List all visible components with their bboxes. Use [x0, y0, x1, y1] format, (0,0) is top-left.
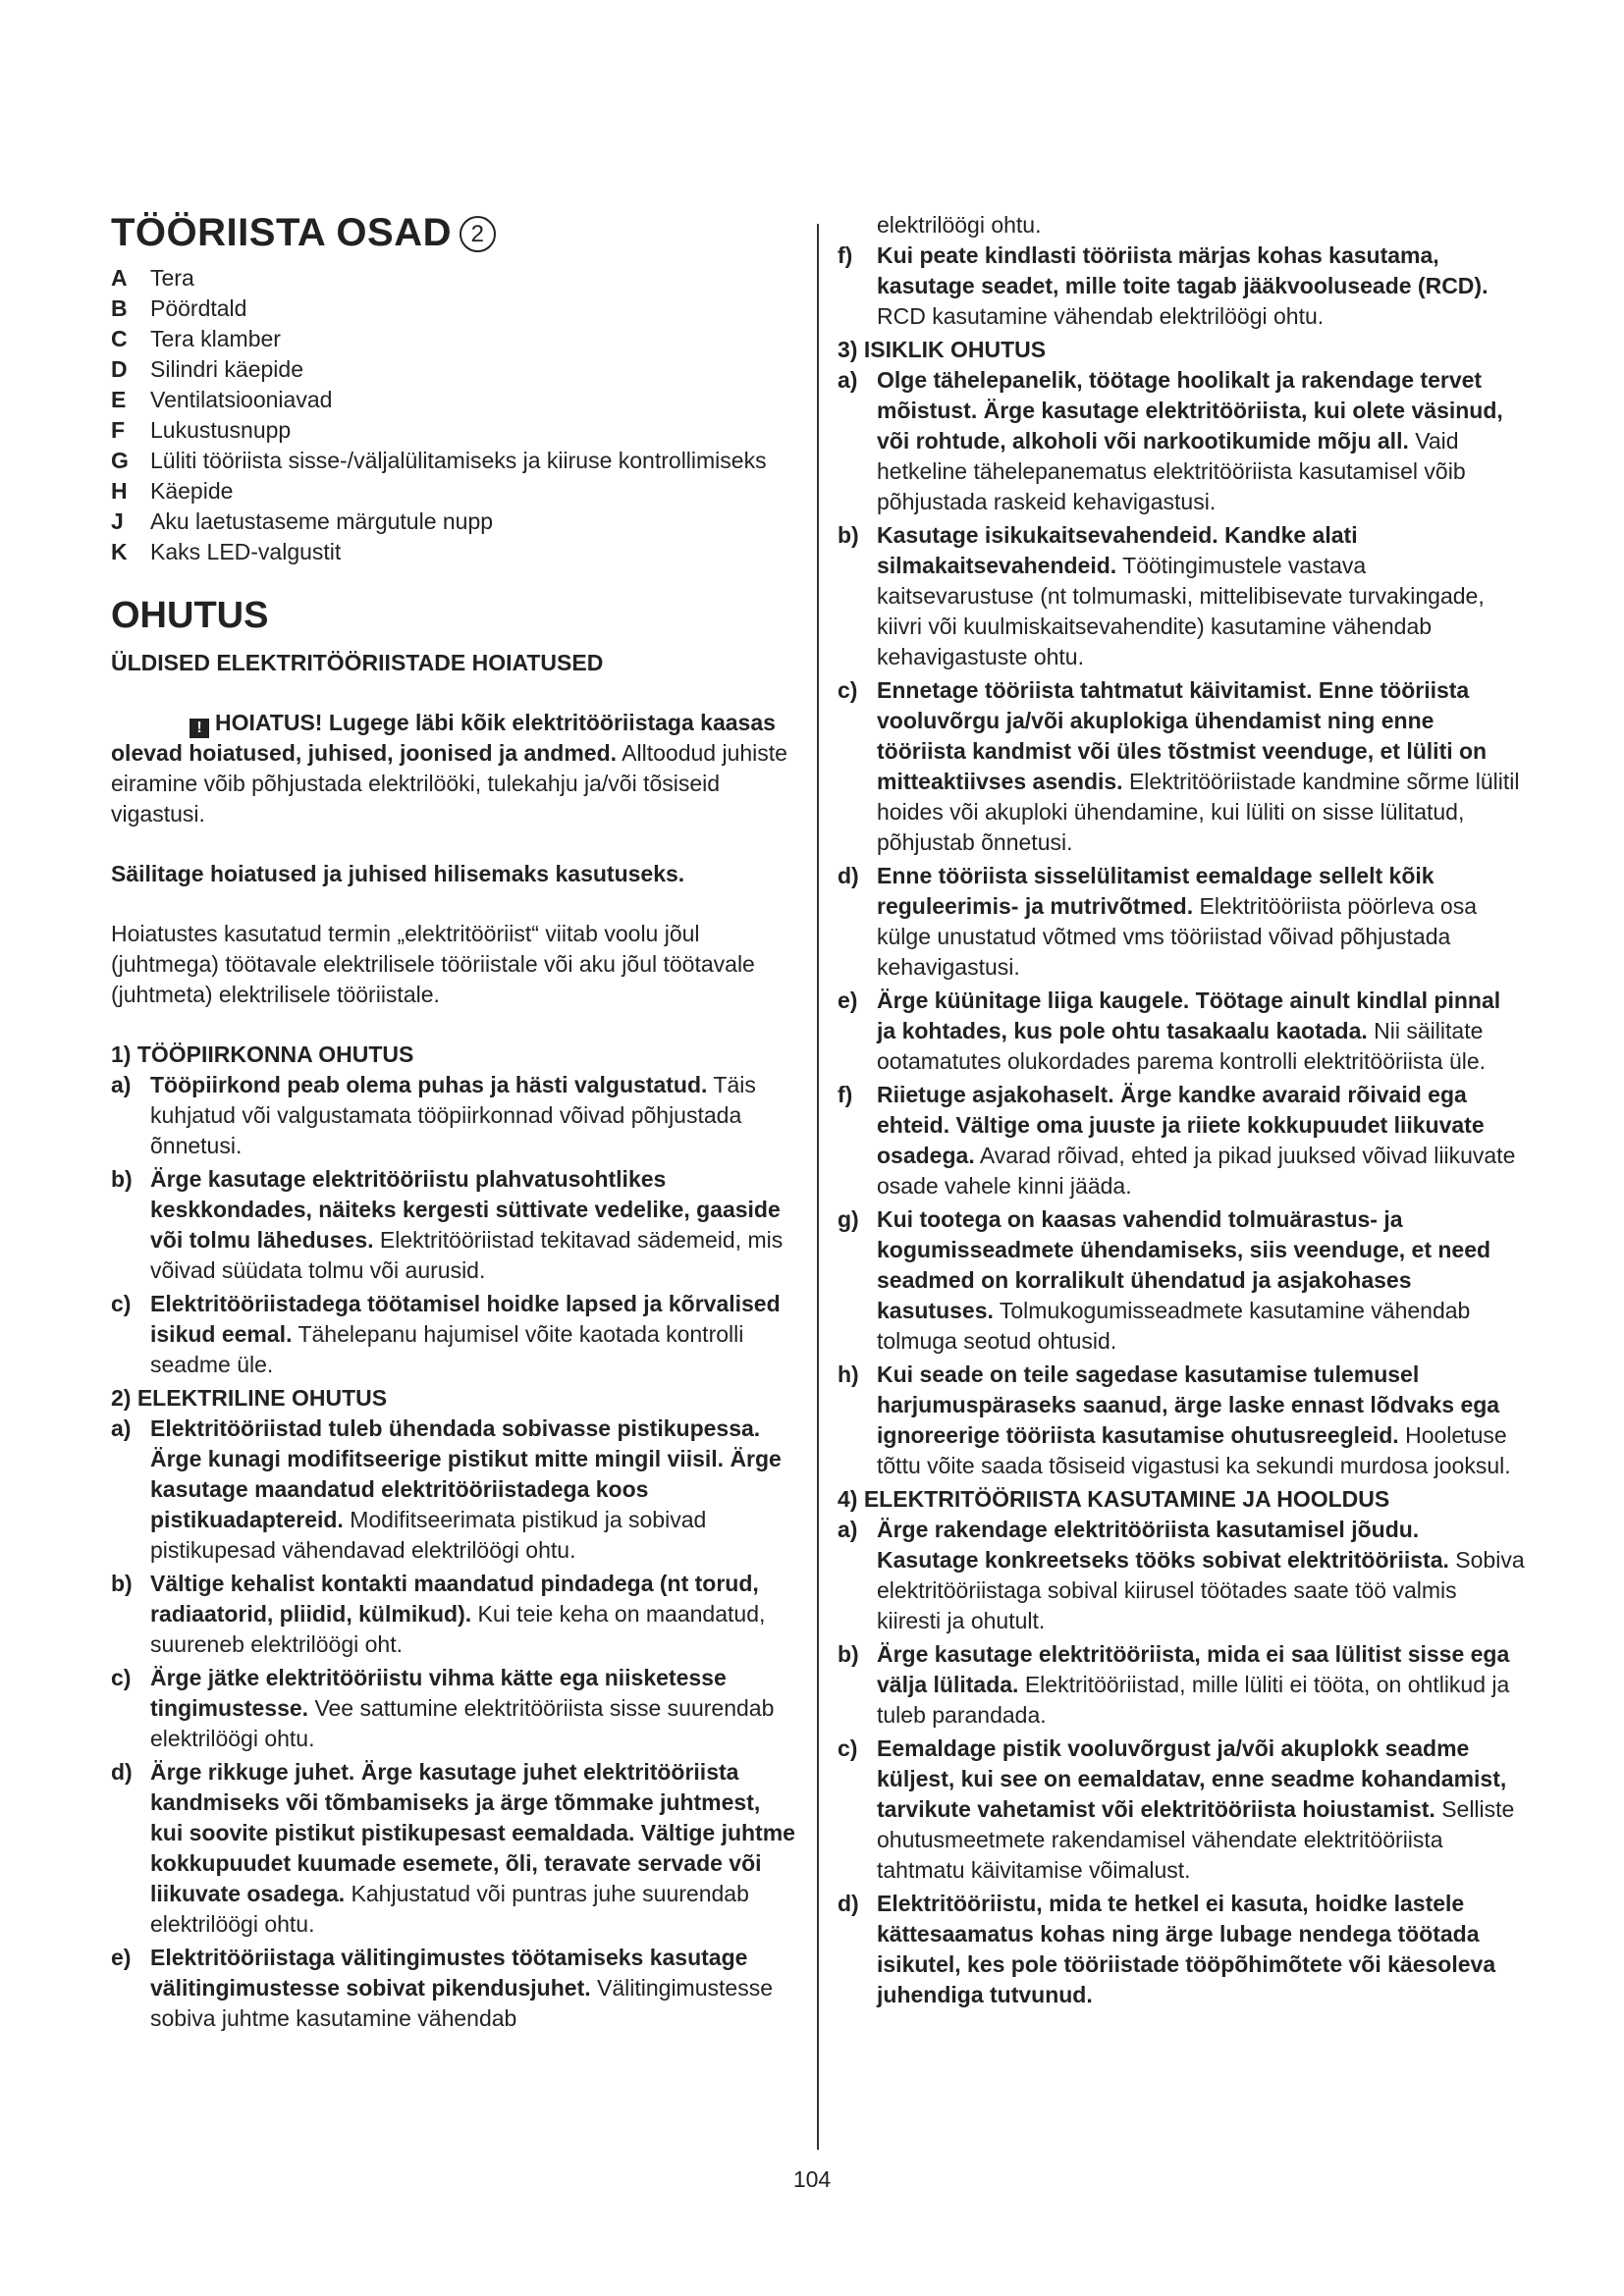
part-item: [111, 263, 798, 294]
part-key: K: [111, 539, 128, 564]
list-item: [838, 1360, 1525, 1481]
list-item: [111, 1414, 798, 1566]
item-bold: Enne tööriista sisselülitamist eemaldage sellelt kõik reguleerimis- ja mutrivõtmed.: [877, 863, 1435, 919]
part-item: [111, 415, 798, 446]
item-normal: Kahjustatud või puntras juhe suurendab elektrilöögi ohtu.: [150, 1881, 749, 1937]
section-4-heading: 4) ELEKTRITÖÖRIISTA KASUTAMINE JA HOOLDUS: [838, 1486, 1390, 1512]
item-text: [150, 1943, 798, 2034]
section-1-items: [111, 1070, 798, 1380]
list-item: [111, 1663, 798, 1754]
item-text: [877, 520, 1525, 672]
right-column: [838, 210, 1525, 2013]
item-normal: Töötingimustele vastava kaitsevarustuse (nt tolmumaski, mittelibisevate turvakingade, kiivri või kuulmiskaitsevahendite) kasutamine vähendab kehavigastuste ohtu.: [877, 553, 1485, 669]
section-2-items: [111, 1414, 798, 2034]
list-item: [838, 1080, 1525, 1201]
item-text: [877, 861, 1525, 983]
general-warnings-title: ÜLDISED ELEKTRITÖÖRIISTADE HOIATUSED: [111, 650, 604, 675]
warning-triangle-icon: !: [189, 719, 209, 738]
part-item: [111, 446, 798, 476]
part-key: J: [111, 508, 124, 534]
part-key: E: [111, 387, 127, 412]
item-normal: Avarad rõivad, ehted ja pikad juuksed võivad liikuvate osade vahele kinni jääda.: [877, 1143, 1516, 1199]
item-normal: Tolmukogumisseadmete kasutamine vähendab tolmuga seotud ohtusid.: [877, 1298, 1471, 1354]
item-normal: Elektritööriista pöörleva osa külge unustatud võtmed vms tööriistad võivad põhjustada kehavigastusi.: [877, 893, 1478, 980]
section-3-items: [838, 365, 1525, 1481]
item-letter: d): [838, 863, 859, 888]
part-key: D: [111, 356, 128, 382]
list-item: [111, 1070, 798, 1161]
item-normal: Täis kuhjatud või valgustamata tööpiirkonnad võivad põhjustada õnnetusi.: [150, 1072, 756, 1158]
part-label: Ventilatsiooniavad: [150, 387, 333, 412]
item-normal: Hooletuse tõttu võite saada tõsiseid vigastusi ka sekundi murdosa jooksul.: [877, 1422, 1511, 1478]
part-label: Tera: [150, 265, 194, 291]
item-letter: d): [111, 1759, 133, 1785]
item-letter: h): [838, 1362, 859, 1387]
item-text: [150, 1414, 798, 1566]
parts-list: [111, 263, 798, 567]
item-text: [150, 1757, 798, 1940]
part-item: [111, 294, 798, 324]
section-3-heading: 3) ISIKLIK OHUTUS: [838, 337, 1047, 362]
keep-instructions: Säilitage hoiatused ja juhised hilisemaks kasutuseks.: [111, 861, 685, 886]
item-bold: Ärge rakendage elektritööriista kasutamisel jõudu. Kasutage konkreetseks tööks sobivat elektritööriista.: [877, 1517, 1449, 1573]
term-note: Hoiatustes kasutatud termin „elektritööriist“ viitab voolu jõul (juhtmega) töötavale elektrilisele tööriistale või aku jõul töötavale (juhtmeta) elektrilisele tööriistale.: [111, 921, 755, 1007]
item-bold: Ärge kasutage elektritööriistu plahvatusohtlikes keskkondades, näiteks kergesti süttivate vedelike, gaaside või tolmu läheduses.: [150, 1166, 781, 1253]
part-key: G: [111, 448, 129, 473]
item-bold: Riietuge asjakohaselt. Ärge kandke avaraid rõivaid ega ehteid. Vältige oma juuste ja riiete kokkupuudet liikuvate osadega.: [877, 1082, 1485, 1168]
list-item: [838, 365, 1525, 517]
part-item: [111, 385, 798, 415]
item-letter: a): [111, 1072, 132, 1097]
part-label: Lüliti tööriista sisse-/väljalülitamiseks ja kiiruse kontrollimiseks: [150, 448, 767, 473]
part-label: Aku laetustaseme märgutule nupp: [150, 508, 494, 534]
item-letter: a): [111, 1415, 132, 1441]
item-letter: c): [838, 1735, 858, 1761]
part-label: Silindri käepide: [150, 356, 303, 382]
item-normal: Vee sattumine elektritööriista sisse suurendab elektrilöögi ohtu.: [150, 1695, 775, 1751]
part-key: F: [111, 417, 126, 443]
item-bold: Elektritööriistad tuleb ühendada sobivasse pistikupessa. Ärge kunagi modifitseerige pistikut mitte mingil viisil. Ärge kasutage maandatud elektritööriistadega koos pistikuadaptereid.: [150, 1415, 782, 1532]
item-letter: b): [838, 1641, 859, 1667]
warning-block: [111, 708, 798, 829]
warning-bold: HOIATUS! Lugege läbi kõik elektritööriistaga kaasas olevad hoiatused, juhised, joonised ja andmed.: [111, 710, 776, 766]
item-text: [877, 1515, 1525, 1636]
part-key: H: [111, 478, 128, 504]
item-text: [877, 1204, 1525, 1357]
section-2-heading: 2) ELEKTRILINE OHUTUS: [111, 1385, 388, 1411]
part-key: A: [111, 265, 128, 291]
part-item: [111, 537, 798, 567]
item-normal: Kui teie keha on maandatud, suureneb elektrilöögi oht.: [150, 1601, 766, 1657]
item-letter: a): [838, 367, 858, 393]
list-item: [838, 1204, 1525, 1357]
item-bold: Eemaldage pistik vooluvõrgust ja/või akuplokk seadme küljest, kui see on eemaldatav, enne seadme kohandamist, tarvikute vahetamist või elektritööriista hoiustamist.: [877, 1735, 1507, 1822]
part-label: Käepide: [150, 478, 234, 504]
item-bold: Elektritööriistaga välitingimustes töötamiseks kasutage välitingimustesse sobivat pikendusjuhet.: [150, 1945, 748, 2001]
item-bold: Elektritööriistu, mida te hetkel ei kasuta, hoidke lastele kättesaamatus kohas ning ärge lubage nendega töötada isikutel, kes pole tööriistade tööpõhimõtete või käesoleva juhendiga tutvunud.: [877, 1891, 1496, 2007]
item-text: [877, 1639, 1525, 1731]
item-bold: Olge tähelepanelik, töötage hoolikalt ja rakendage tervet mõistust. Ärge kasutage elektritööriista, kui olete väsinud, või rohtude, alkoholi või narkootikumide mõju all.: [877, 367, 1503, 454]
list-item: [838, 1734, 1525, 1886]
item-text: [877, 1889, 1525, 2010]
item-bold: Elektritööriistadega töötamisel hoidke lapsed ja kõrvalised isikud eemal.: [150, 1291, 781, 1347]
page-number: 104: [792, 2166, 832, 2192]
item-normal: Välitingimustesse sobiva juhtme kasutamine vähendab: [150, 1975, 773, 2031]
item-normal: Tähelepanu hajumisel võite kaotada kontrolli seadme üle.: [150, 1321, 744, 1377]
item-normal: Sobiva elektritööriistaga sobival kiirusel töötades saate töö valmis kiiresti ja ohutult.: [877, 1547, 1525, 1633]
item-letter: f): [838, 1082, 853, 1107]
item-bold: Tööpiirkond peab olema puhas ja hästi valgustatud.: [150, 1072, 708, 1097]
item-letter: a): [838, 1517, 858, 1542]
part-item: [111, 354, 798, 385]
list-item: [838, 986, 1525, 1077]
item-letter: e): [111, 1945, 132, 1970]
item-text: [877, 675, 1525, 858]
item-letter: c): [111, 1665, 132, 1690]
item-text: [150, 1663, 798, 1754]
item-text: [877, 240, 1525, 332]
item-letter: e): [838, 988, 858, 1013]
list-item: [838, 675, 1525, 858]
item-text: [877, 1734, 1525, 1886]
column-divider: [817, 224, 819, 2150]
part-label: Kaks LED-valgustit: [150, 539, 342, 564]
item-bold: Ärge jätke elektritööriistu vihma kätte ega niisketesse tingimustesse.: [150, 1665, 727, 1721]
warning-text: Alltoodud juhiste eiramine võib põhjustada elektrilööki, tulekahju ja/või tõsiseid vigastusi.: [111, 740, 787, 827]
list-item: [838, 1515, 1525, 1636]
item-text: [877, 1360, 1525, 1481]
list-item: [111, 1164, 798, 1286]
list-item: [838, 240, 1525, 332]
item-letter: f): [838, 242, 853, 268]
list-item: [838, 520, 1525, 672]
safety-title: OHUTUS: [111, 595, 269, 636]
item-normal: Nii säilitate ootamatutes olukordades parema kontrolli elektritööriista üle.: [877, 1018, 1487, 1074]
part-label: Tera klamber: [150, 326, 281, 351]
item-text: [150, 1164, 798, 1286]
item-text: [150, 1289, 798, 1380]
item-normal: Modifitseerimata pistikud ja sobivad pistikupesad vähendavad elektrilöögi ohtu.: [150, 1507, 707, 1563]
list-item: [838, 861, 1525, 983]
item-bold: Kui peate kindlasti tööriista märjas kohas kasutama, kasutage seadet, mille toite tagab jääkvooluseade (RCD).: [877, 242, 1489, 298]
item-bold: Kasutage isikukaitsevahendeid. Kandke alati silmakaitsevahendeid.: [877, 522, 1358, 578]
item-normal: Selliste ohutusmeetmete rakendamisel vähendate elektritööriista tahtmatu käivitamise võimalust.: [877, 1796, 1515, 1883]
part-item: [111, 324, 798, 354]
item-letter: c): [838, 677, 858, 703]
part-item: [111, 507, 798, 537]
list-item: [111, 1757, 798, 1940]
list-item: [111, 1569, 798, 1660]
item-bold: Ärge rikkuge juhet. Ärge kasutage juhet elektritööriista kandmiseks või tõmbamiseks ja ärge tõmmake juhtmest, kui soovite pistikut pistikupesast eemaldada. Vältige juhtme kokkupuudet kuumade esemete, õli, teravate servade või liikuvate osadega.: [150, 1759, 795, 1906]
item-normal: Vaid hetkeline tähelepanematus elektritööriista kasutamisel võib põhjustada raskeid kehavigastusi.: [877, 428, 1466, 514]
item-letter: g): [838, 1206, 859, 1232]
list-item: [111, 1943, 798, 2034]
list-item: [838, 1889, 1525, 2010]
section-4-items: [838, 1515, 1525, 2010]
item-text: [150, 1070, 798, 1161]
item-letter: b): [111, 1571, 133, 1596]
part-label: Pöördtald: [150, 295, 247, 321]
item-bold: Kui tootega on kaasas vahendid tolmuärastus- ja kogumisseadmete ühendamiseks, siis veenduge, et need seadmed on korralikult ühendatud ja asjakohases kasutuses.: [877, 1206, 1491, 1323]
item-text: [877, 365, 1525, 517]
item-letter: b): [838, 522, 859, 548]
section-1-heading: 1) TÖÖPIIRKONNA OHUTUS: [111, 1041, 414, 1067]
figure-ref-badge: 2: [460, 216, 496, 252]
part-key: C: [111, 326, 128, 351]
item-normal: Elektritööriistade kandmine sõrme lülitil hoides või akuploki ühendamine, kui lüliti on sisse lülitatud, põhjustab õnnetusi.: [877, 769, 1520, 855]
item-normal: Elektritööriistad tekitavad sädemeid, mis võivad süüdata tolmu või aurusid.: [150, 1227, 784, 1283]
item-normal: RCD kasutamine vähendab elektrilöögi ohtu.: [877, 303, 1325, 329]
list-item: [838, 1639, 1525, 1731]
item-text: [877, 986, 1525, 1077]
item-letter: d): [838, 1891, 859, 1916]
item-letter: b): [111, 1166, 133, 1192]
part-key: B: [111, 295, 128, 321]
item-bold: Kui seade on teile sagedase kasutamise tulemusel harjumuspäraseks saanud, ärge laske ennast lõdvaks ega ignoreerige tööriista kasutamise ohutusreegleid.: [877, 1362, 1500, 1448]
parts-title: TÖÖRIISTA OSAD 2: [111, 210, 798, 255]
item-bold: Ennetage tööriista tahtmatut käivitamist. Enne tööriista vooluvõrgu ja/või akuplokiga ühendamist ning enne tööriista kandmist või üles tõstmist veenduge, et lüliti on mitteaktiivses asendis.: [877, 677, 1488, 794]
part-label: Lukustusnupp: [150, 417, 292, 443]
item-bold: Ärge küünitage liiga kaugele. Töötage ainult kindlal pinnal ja kohtades, kus pole ohtu tasakaalu kaotada.: [877, 988, 1501, 1043]
part-item: [111, 476, 798, 507]
item-letter: c): [111, 1291, 132, 1316]
left-column: [111, 210, 798, 2037]
item-bold: Vältige kehalist kontakti maandatud pindadega (nt torud, radiaatorid, pliidid, külmikud).: [150, 1571, 759, 1627]
item-normal: Elektritööriistad, mille lüliti ei tööta, on ohtlikud ja tuleb parandada.: [877, 1672, 1510, 1728]
list-item: [111, 1289, 798, 1380]
section-2-item-f: [838, 240, 1525, 332]
item-text: [877, 1080, 1525, 1201]
item-text: [150, 1569, 798, 1660]
continuation-text: elektrilöögi ohtu.: [877, 212, 1042, 238]
item-bold: Ärge kasutage elektritööriista, mida ei saa lülitist sisse ega välja lülitada.: [877, 1641, 1510, 1697]
